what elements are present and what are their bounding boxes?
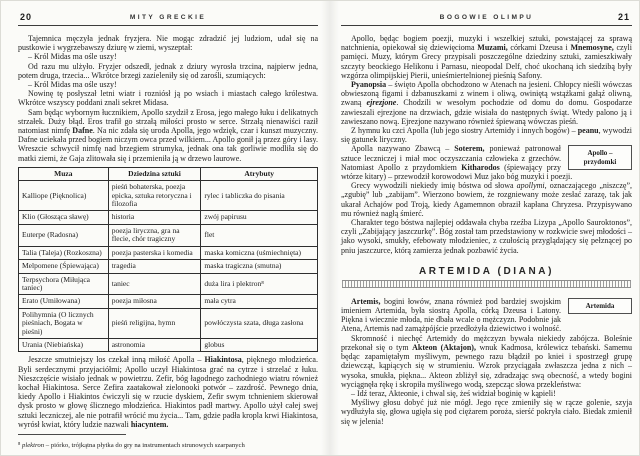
table-cell: Euterpe (Radosna) <box>19 224 109 246</box>
table-cell: Klio (Głosząca sławę) <box>19 211 109 224</box>
table-row <box>19 338 318 351</box>
text-segment: , pięknego młodzieńca. Byli serdecznymi przyjaciółmi; Apollo uczył Hiakintosa grać na cytrze i strzelać z łuku. Nieszczęście wisiało jednak w powietrzu. Zefir, bóg łagodnego zachodniego wiatru również kochał Hiakintosa. Serce Zefira zaatakował zielonooki potwór – zazdrość. Pewnego dnia, kiedy Apollo i Hiakintos ćwiczyli się w rzucie dyskiem, Zefir swym tchnieniem skierował dysk prosto w głowę ślicznego młodzieńca. Hiakintos padł martwy. Apollo użył całej swej sztuki leczniczej, ale nie potrafił wrócić mu życia... Tam, gdzie padła kropla krwi Hiakintosa, wyrósł kwiat, który ludzie nazwali <box>18 355 318 429</box>
text-segment: apollymi <box>516 181 545 191</box>
text-segment: Hiakintosa <box>204 355 242 365</box>
text-segment: bogini łowów, znana również pod bardziej swojskim imieniem Artemida, była siostrą Apolla, córką Dzeusa i Latony. Piękna i wiecznie młoda, nie dbała wcale o mężczyzn. Podobnie jak Atena, Artemis nad zamążpójście przedłożyła dziewictwo i wolność. <box>341 296 562 334</box>
text-segment: Pyanopsia <box>351 80 387 90</box>
text-segment: Tajemnica męczyła jednak fryzjera. Nie mogąc zdradzić jej ludziom, udał się na pustkowie i wygrzebawszy dziurę w ziemi, wyszeptał: <box>18 34 318 53</box>
text-segment: – święto Apolla obchodzono w Atenach na jesieni. Chłopcy nieśli wówczas obwieszoną figami i dzbanuszkami z winem i oliwą, owiniętą wstążkami gałąź oliwną, zwaną <box>341 80 632 108</box>
table-cell: Erato (Umiłowana) <box>19 295 109 308</box>
text-segment: – Idź teraz, Akteonie, i chwal się, żeś widział boginię w kąpieli! <box>351 388 556 398</box>
text-segment: – piórko, trójkątna płytka do gry na instrumentach strunowych szarpanych <box>44 441 245 449</box>
table-cell: globus <box>201 338 318 351</box>
text-segment: córkami Dzeusa i <box>507 43 571 53</box>
page-right <box>341 12 632 426</box>
text-segment: Nowinę tę posłyszał letni wiatr i rozniósł ją po wsiach i miastach całego królestwa. Wkrótce wszyscy poddani znali sekret Midasa. <box>18 89 318 108</box>
table-row <box>19 246 318 259</box>
text-segment: Dafne <box>72 126 93 136</box>
running-head-right <box>341 12 632 26</box>
paragraph <box>18 62 318 80</box>
table-cell: tragedia <box>108 260 201 273</box>
text-segment: peanu <box>577 126 599 136</box>
paragraph <box>18 89 318 107</box>
text-segment: Myśliwy głosu dobyć już nie mógł. Jego ręce zmieniły się w rącze golenie, szyja wydłużyła się, głowa ugięła się pod ciężarem poroża, sierść pokryła ciało. Biedak zmienił się w jelenia! <box>341 398 632 426</box>
text-segment: – Król Midas ma ośle uszy! <box>28 80 117 90</box>
text-segment: Grecy wywodzili niekiedy imię bóstwa od słowa <box>351 181 517 191</box>
text-segment: – Król Midas ma ośle uszy! <box>28 52 117 62</box>
table-cell: poezja liryczna, gra na flecie, chór tragiczny <box>108 224 201 246</box>
paragraph <box>341 144 632 181</box>
text-segment: Apollo, będąc bogiem poezji, muzyki i wszelkiej sztuki, powstającej za sprawą natchnienia, opiekował się dziewięcioma <box>341 34 632 53</box>
table-cell: historia <box>108 211 201 224</box>
table-cell: duża lira i plektron⁸ <box>201 273 318 295</box>
text-segment: Skromność i niechęć Artemidy do mężczyzn bywała niekiedy zabójcza. Boleśnie przekonał się o tym <box>341 333 632 352</box>
body-text-right-top <box>341 34 632 255</box>
text-segment: (śpiewający przy wtórze kitary) – przewodził korowodowi Muz jako bóg muzyki i poezji. <box>341 162 573 182</box>
table-cell: Urania (Niebiańska) <box>19 338 109 351</box>
table-cell: astronomia <box>108 338 201 351</box>
paragraph <box>341 334 632 389</box>
text-segment: czyli pamięci. Muzy, którym Grecy przypisali poszczególne dziedziny sztuki, zamieszkiwały szczyty beockiego Helikonu i Parnasu, nieopodal Delf, choć ukochaną ich siedzibą były wzgórza olimpijskiej Pierii, unieśmiertelnionej pieśnią Safony. <box>341 43 632 80</box>
text-segment: . Chodzili w wesołym pochodzie od domu do domu. Gospodarze zawieszali ejrezjone na drzwiach, gdzie wisiała do następnych świąt. Wtedy palono ją i zawieszano nową. Ejrezjone nazywano również śpiewaną wówczas pieśń. <box>341 98 633 126</box>
text-segment: Sam będąc wybornym łucznikiem, Apollo szydził z Erosa, jego małego łuku i delikatnych strzałek. Duży błąd. Eros trafił go strzałą miłości prosto w serce. Strzałą nienawiści raził natomiast nimfę <box>18 107 318 136</box>
text-segment: Z hymnu ku czci Apolla (lub jego siostry Artemidy i innych bogów) – <box>351 126 578 136</box>
paragraph <box>18 52 318 61</box>
text-segment: wnuk Kadmosa, królewicz tebański. Samemu będąc zapamiętałym myśliwym, pewnego razu błądził po kniei i spostrzegł grupę dziewcząt, kąpiących się w strumieniu. Wzrok przyciągała zwłaszcza jedna z nich – wysoka, smukła, piękna... Akteon zbliżył się, zdradzając swą obecność, a wtedy bogini wyciągnęła rękę i skropiła myśliwego wodą, szepcząc słowa przekleństwa: <box>341 342 632 389</box>
muses-table-body <box>19 181 318 352</box>
body-text-left-top <box>18 34 318 163</box>
table-cell: pieśń religijna, hymn <box>108 308 201 338</box>
footnote-rule <box>18 434 126 435</box>
table-row <box>19 295 318 308</box>
text-segment: Mnemosyne, <box>570 43 614 53</box>
margin-note: Apollo – przydomki <box>568 145 632 169</box>
paragraph <box>18 355 318 429</box>
text-segment: , wywodzi się gatunek liryczny. <box>341 126 633 145</box>
paragraph <box>341 126 632 144</box>
meander-border-icon <box>342 280 631 288</box>
text-segment: , oznaczającego „niszczę”, „zgubię” lub „zabijam”. Wierzono bowiem, że rozgniewany może zesłać zarazę, tak jak ukarał Achajów pod Troją, kiedy Agamemnon obraził kapłana Chryzesa. Przypisywano mu również nagłą śmierć. <box>341 181 632 218</box>
table-cell: taniec <box>108 273 201 295</box>
table-cell: zwój papirusu <box>201 211 318 224</box>
text-segment: Jeszcze smutniejszy los czekał inną miłość Apolla – <box>28 355 205 365</box>
text-segment: ⁸ <box>18 441 23 449</box>
margin-note: Artemida <box>568 298 632 314</box>
text-segment: Akteon (Aktajon), <box>412 342 476 352</box>
table-cell: maska komiczna (uśmiechnięta) <box>201 246 318 259</box>
text-segment: Soterem, <box>454 144 485 154</box>
table-cell: poezja miłosna <box>108 295 201 308</box>
paragraph <box>341 181 632 218</box>
table-cell: rylec i tabliczka do pisania <box>201 181 318 211</box>
body-text-left-bottom <box>18 355 318 429</box>
running-head-left <box>18 12 318 26</box>
column-header-muza: Muza <box>19 167 109 180</box>
text-segment: . Na nic zdała się uroda Apolla, jego wdzięk, czar i kunszt muzyczny. Dafne uciekała przed bogiem niczym owca przed wilkiem... Apollo gonił ją przez góry i lasy. Wreszcie schwycił nimfę nad brzegiem strumyka, jednak ona tak gorliwie modliła się do matki ziemi, że Gaja zlitowała się i przemieniła ją w drzewo laurowe. <box>18 126 318 163</box>
text-segment: Charakter tego bóstwa najlepiej oddawała chyba rzeźba Lizypa „Apollo Sauroktonos”, czyli „Zabijający jaszczurkę”. Bóg został tam przedstawiony w rozkwicie swej młodości – jako wysoki, smukły, efebowaty młodzieniec, z czułością przyglądający się pełznącej po pniu jaszczurce, którą zamierza jednak pozbawić życia. <box>341 218 632 255</box>
text-segment: Muzami, <box>477 43 508 53</box>
table-row <box>19 224 318 246</box>
paragraph <box>341 389 632 398</box>
paragraph <box>18 108 318 163</box>
book-gutter-shadow <box>321 0 339 456</box>
text-segment: Apolla nazywano Zbawcą – <box>351 144 455 154</box>
table-cell: Terpsychora (Miłująca taniec) <box>19 273 109 295</box>
table-cell: poezja pasterska i komedia <box>108 246 201 259</box>
text-segment: plektron <box>22 441 45 449</box>
table-row <box>19 260 318 273</box>
text-segment: ejrezjone <box>366 98 397 108</box>
running-title-left: MITY GRECKIE <box>129 14 207 21</box>
text-segment: Artemis, <box>351 296 381 306</box>
column-header-atrybuty: Atrybuty <box>201 167 318 180</box>
table-cell: powłóczysta szata, długa zasłona <box>201 308 318 338</box>
table-row <box>19 211 318 224</box>
text-segment: Od razu mu ulżyło. Fryzjer odszedł, jednak z dziury wyrosła trzcina, najpierw jedna, potem druga, trzecia... Wkrótce brzegi zazieleniły się od zarośli, szumiących: <box>18 61 318 80</box>
table-cell: Kalliope (Pięknolica) <box>19 181 109 211</box>
table-cell: Talia (Taleja) (Rozkoszna) <box>19 246 109 259</box>
table-row <box>19 273 318 295</box>
paragraph <box>341 80 632 126</box>
table-header-row <box>19 167 318 180</box>
table-row <box>19 308 318 338</box>
page-number-right: 21 <box>617 12 630 22</box>
muses-table <box>18 167 318 353</box>
paragraph <box>341 218 632 255</box>
running-title-right: BOGOWIE OLIMPU <box>439 14 534 21</box>
text-segment: ponieważ patronował sztuce leczniczej i miał moc oczyszczania człowieka z grzechów. Natomiast Apollo z przydomkiem <box>341 144 561 172</box>
page-number-left: 20 <box>20 12 33 22</box>
paragraph <box>341 34 632 80</box>
table-cell: pieśń bohaterska, poezja epicka, sztuka retoryczna i filozofia <box>108 181 201 211</box>
paragraph <box>18 80 318 89</box>
paragraph <box>18 34 318 52</box>
text-segment: Kitharodos <box>461 162 500 172</box>
footnote <box>18 442 318 450</box>
text-segment: hiacyntem. <box>130 419 169 429</box>
paragraph <box>341 398 632 426</box>
table-cell: Melpomene (Śpiewająca) <box>19 260 109 273</box>
body-text-right-bottom <box>341 297 632 426</box>
table-row <box>19 181 318 211</box>
paragraph <box>341 297 632 334</box>
page-left <box>18 12 318 456</box>
table-cell: mała cytra <box>201 295 318 308</box>
table-cell: maska tragiczna (smutna) <box>201 260 318 273</box>
table-cell: flet <box>201 224 318 246</box>
table-cell: Polihymnia (O licznych pieśniach, Bogata w pieśni) <box>19 308 109 338</box>
column-header-dziedzina: Dziedzina sztuki <box>108 167 201 180</box>
section-heading-artemida: ARTEMIDA (DIANA) <box>418 265 555 277</box>
